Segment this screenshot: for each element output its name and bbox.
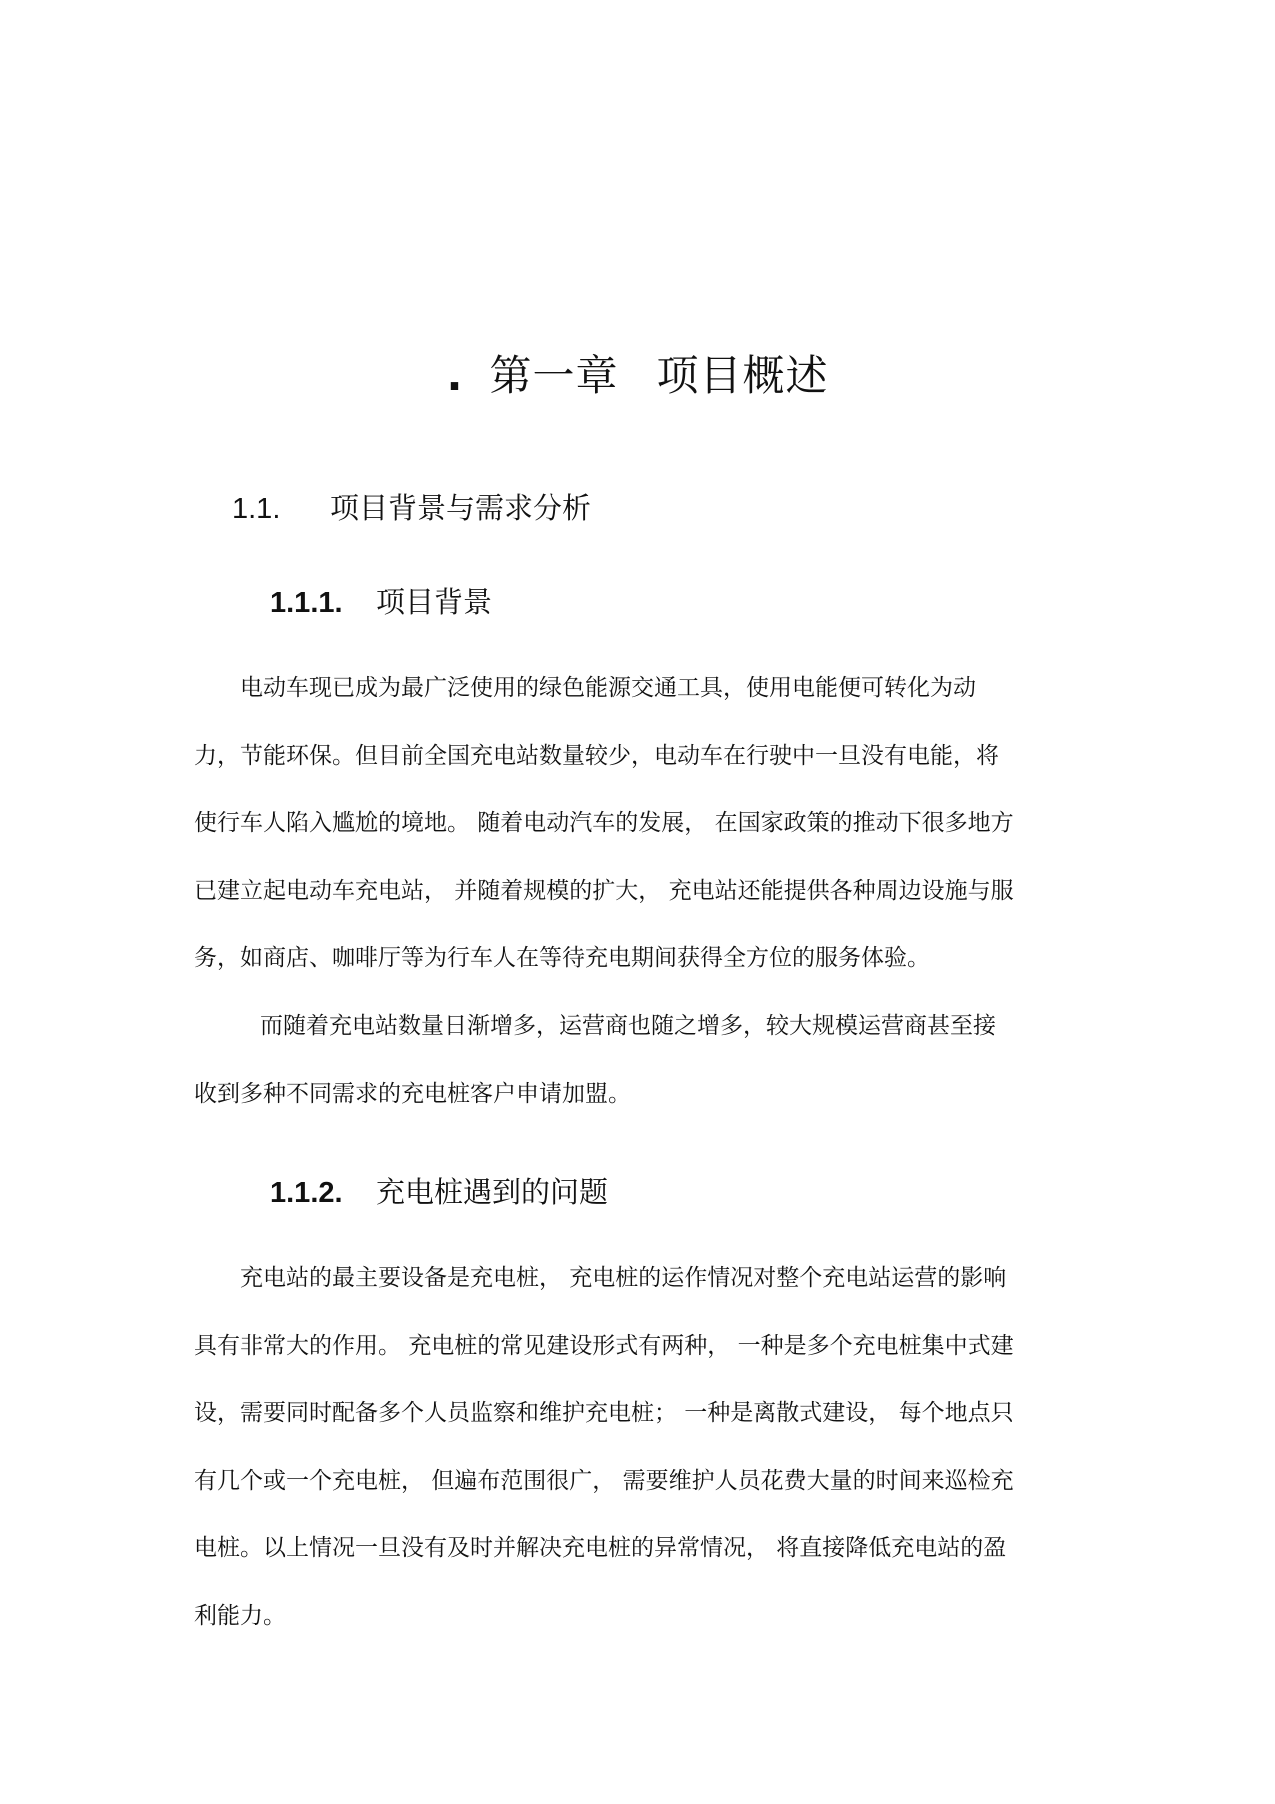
section-title: 项目背景与需求分析 [330, 491, 592, 525]
text-line: 具有非常大的作用。 充电桩的常见建设形式有两种， 一种是多个充电桩集中式建 [194, 1332, 1014, 1359]
text-line: 力，节能环保。但目前全国充电站数量较少，电动车在行驶中一旦没有电能，将 [194, 742, 999, 769]
subsection-title: 充电桩遇到的问题 [376, 1175, 609, 1209]
text-line: 充电站的最主要设备是充电桩， 充电桩的运作情况对整个充电站运营的影响 [240, 1265, 1007, 1291]
chapter-marker: . [446, 351, 464, 400]
text-line: 使行车人陷入尴尬的境地。 随着电动汽车的发展， 在国家政策的推动下很多地方 [194, 810, 1014, 836]
subsection-heading-problems [270, 1172, 608, 1213]
section-number: 1.1. [232, 493, 281, 525]
text-line: 务，如商店、咖啡厅等为行车人在等待充电期间获得全方位的服务体验。 [194, 945, 930, 971]
chapter-heading: 项目概述 [656, 351, 829, 400]
text-line: 利能力。 [194, 1602, 286, 1629]
text-line: 有几个或一个充电桩， 但遍布范围很广， 需要维护人员花费大量的时间来巡检充 [194, 1467, 1014, 1494]
text-line: 电动车现已成为最广泛使用的绿色能源交通工具，使用电能便可转化为动 [240, 675, 976, 701]
text-line: 电桩。以上情况一旦没有及时并解决充电桩的异常情况， 将直接降低充电站的盈 [194, 1535, 1007, 1561]
subsection-number: 1.1.2. [270, 1177, 343, 1209]
text-line: 设，需要同时配备多个人员监察和维护充电桩； 一种是离散式建设， 每个地点只 [194, 1400, 1014, 1426]
subsection-title: 项目背景 [376, 585, 493, 619]
text-line: 已建立起电动车充电站， 并随着规模的扩大， 充电站还能提供各种周边设施与服 [194, 877, 1014, 904]
subsection-number: 1.1.1. [270, 587, 343, 619]
paragraph-problems [194, 1245, 1094, 1650]
chapter-label: 第一章 [489, 351, 619, 400]
section-heading [232, 488, 591, 529]
paragraph-background-1 [194, 655, 1094, 993]
subsection-heading-background [270, 582, 492, 623]
chapter-title [0, 348, 1275, 404]
text-line: 而随着充电站数量日渐增多，运营商也随之增多，较大规模运营商甚至接 [260, 1013, 996, 1039]
text-line: 收到多种不同需求的充电桩客户申请加盟。 [194, 1080, 631, 1107]
paragraph-background-2 [194, 993, 1094, 1128]
